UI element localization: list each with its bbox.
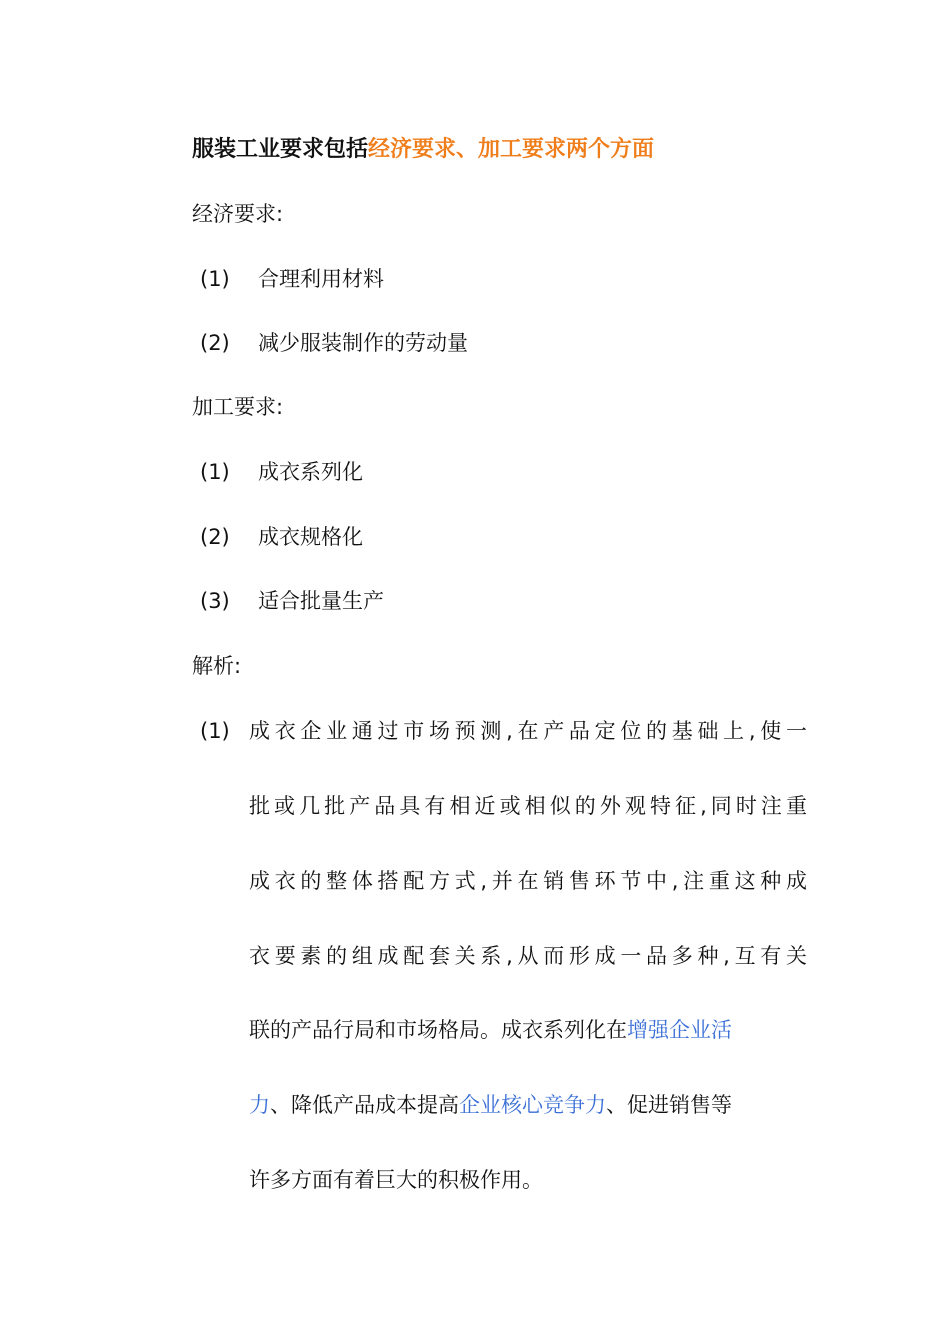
economic-item-2 [200, 327, 468, 359]
link-core-competitiveness[interactable]: 企业核心竞争力 [459, 1093, 606, 1117]
analysis-heading: 解析: [192, 654, 242, 678]
document-title [192, 134, 654, 166]
item-number: (1) [200, 460, 230, 484]
title-prefix: 服装工业要求包括 [192, 137, 369, 162]
processing-item-3 [200, 585, 384, 617]
paragraph-text: 联的产品行局和市场格局。成衣系列化在 [249, 1018, 627, 1042]
analysis-number: (1) [200, 719, 230, 743]
item-text: 成衣系列化 [258, 460, 363, 484]
processing-item-1 [200, 456, 363, 488]
paragraph-line [249, 1089, 732, 1121]
paragraph-line: 成衣的整体搭配方式,并在销售环节中,注重这种成 [249, 869, 807, 893]
processing-item-2 [200, 521, 363, 553]
item-number: (3) [200, 589, 230, 613]
economic-item-1 [200, 263, 384, 295]
paragraph-line: 衣要素的组成配套关系,从而形成一品多种,互有关 [249, 944, 807, 968]
paragraph-line: 成衣企业通过市场预测,在产品定位的基础上,使一 [249, 719, 807, 743]
item-text: 适合批量生产 [258, 589, 384, 613]
item-number: (1) [200, 267, 230, 291]
link-enhance-vitality-cont[interactable]: 力 [249, 1093, 270, 1117]
link-enhance-vitality[interactable]: 增强企业活 [627, 1018, 732, 1042]
item-number: (2) [200, 525, 230, 549]
item-text: 减少服装制作的劳动量 [258, 331, 468, 355]
economic-heading: 经济要求: [192, 202, 284, 226]
paragraph-line: 批或几批产品具有相近或相似的外观特征,同时注重 [249, 794, 807, 818]
item-text: 合理利用材料 [258, 267, 384, 291]
processing-heading: 加工要求: [192, 395, 284, 419]
paragraph-line: 许多方面有着巨大的积极作用。 [249, 1168, 543, 1192]
paragraph-line [249, 1014, 732, 1046]
item-number: (2) [200, 331, 230, 355]
item-text: 成衣规格化 [258, 525, 363, 549]
paragraph-text: 、降低产品成本提高 [270, 1093, 459, 1117]
title-highlight: 经济要求、加工要求两个方面 [368, 137, 655, 162]
paragraph-text: 、促进销售等 [606, 1093, 732, 1117]
